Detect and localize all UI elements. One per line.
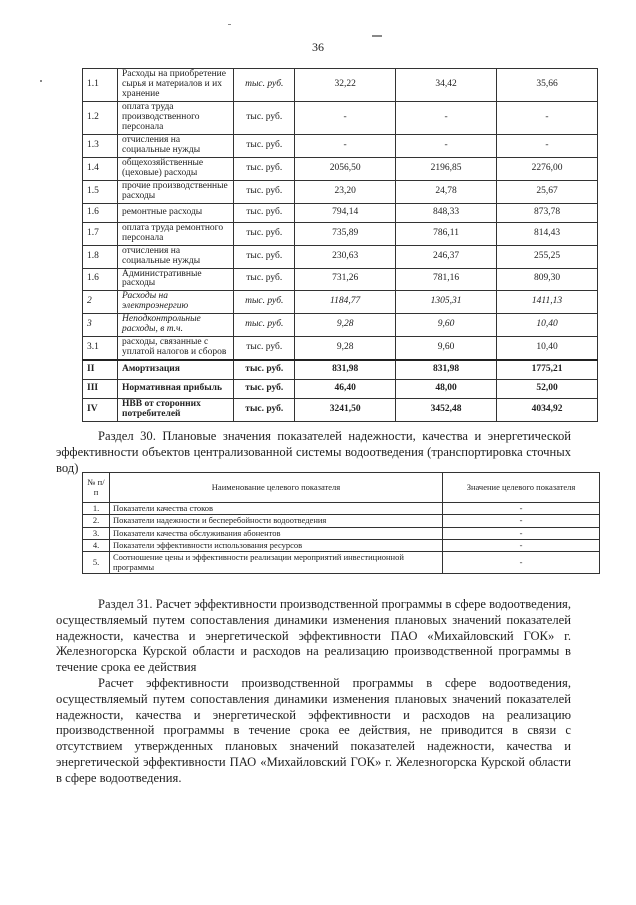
cost-cell-v1: 731,26: [295, 268, 396, 291]
indicator-cell-num: 1.: [83, 503, 110, 515]
indicator-cell-value: -: [443, 540, 600, 552]
cost-row: [83, 380, 598, 399]
cost-cell-v3: 10,40: [497, 314, 598, 337]
cost-cell-v3: 1775,21: [497, 360, 598, 380]
cost-cell-v1: -: [295, 101, 396, 134]
cost-cell-num: 1.1: [83, 69, 118, 102]
indicator-row: [83, 515, 600, 527]
cost-cell-v1: 230,63: [295, 245, 396, 268]
cost-cell-v2: 9,60: [396, 314, 497, 337]
cost-cell-num: III: [83, 380, 118, 399]
cost-cell-unit: тыс. руб.: [234, 380, 295, 399]
cost-cell-name: Неподконтрольные расходы, в т.ч.: [118, 314, 234, 337]
cost-cell-v2: 48,00: [396, 380, 497, 399]
cost-cell-num: 1.3: [83, 134, 118, 157]
cost-cell-v3: 255,25: [497, 245, 598, 268]
cost-cell-v1: 46,40: [295, 380, 396, 399]
cost-cell-v1: 735,89: [295, 222, 396, 245]
indicator-cell-name: Соотношение цены и эффективности реализации мероприятий инвестиционной программы: [110, 552, 443, 574]
cost-row: [83, 314, 598, 337]
cost-cell-unit: тыс. руб.: [234, 399, 295, 422]
cost-row: [83, 222, 598, 245]
cost-cell-v1: 794,14: [295, 203, 396, 222]
cost-cell-v2: -: [396, 134, 497, 157]
cost-cell-v2: 24,78: [396, 180, 497, 203]
cost-table: [82, 68, 598, 422]
cost-cell-name: расходы, связанные с уплатой налогов и сборов: [118, 337, 234, 360]
indicator-row: [83, 527, 600, 539]
section-31: [56, 597, 571, 787]
cost-cell-unit: тыс. руб.: [234, 157, 295, 180]
cost-cell-num: 2: [83, 291, 118, 314]
indicator-cell-name: Показатели качества стоков: [110, 503, 443, 515]
cost-cell-name: прочие производственные расходы: [118, 180, 234, 203]
cost-row: [83, 268, 598, 291]
cost-cell-name: Административные расходы: [118, 268, 234, 291]
cost-cell-v2: 781,16: [396, 268, 497, 291]
cost-cell-unit: тыс. руб.: [234, 180, 295, 203]
cost-cell-name: НВВ от сторонних потребителей: [118, 399, 234, 422]
section-30-heading: [56, 429, 571, 476]
cost-cell-num: 1.8: [83, 245, 118, 268]
cost-cell-v3: 10,40: [497, 337, 598, 360]
cost-cell-num: II: [83, 360, 118, 380]
cost-cell-unit: тыс. руб.: [234, 134, 295, 157]
cost-cell-name: оплата труда ремонтного персонала: [118, 222, 234, 245]
cost-cell-v1: 23,20: [295, 180, 396, 203]
cost-row: [83, 157, 598, 180]
cost-cell-v3: 2276,00: [497, 157, 598, 180]
cost-cell-v2: 3452,48: [396, 399, 497, 422]
cost-cell-unit: тыс. руб.: [234, 203, 295, 222]
indicator-cell-value: -: [443, 503, 600, 515]
cost-cell-v2: -: [396, 101, 497, 134]
indicator-row: [83, 540, 600, 552]
cost-cell-v2: 786,11: [396, 222, 497, 245]
cost-cell-v1: 9,28: [295, 314, 396, 337]
cost-cell-v3: 814,43: [497, 222, 598, 245]
cost-row: [83, 360, 598, 380]
cost-cell-name: Расходы на приобретение сырья и материалов и их хранение: [118, 69, 234, 102]
cost-cell-num: 1.7: [83, 222, 118, 245]
cost-cell-v2: 9,60: [396, 337, 497, 360]
scan-speck: [228, 24, 231, 25]
cost-cell-unit: тыс. руб.: [234, 268, 295, 291]
cost-cell-v1: 3241,50: [295, 399, 396, 422]
cost-cell-name: Расходы на электроэнергию: [118, 291, 234, 314]
cost-cell-name: отчисления на социальные нужды: [118, 245, 234, 268]
cost-cell-unit: тыс. руб.: [234, 101, 295, 134]
indicator-header-num: № п/п: [83, 473, 110, 503]
cost-cell-name: общехозяйственные (цеховые) расходы: [118, 157, 234, 180]
cost-row: [83, 101, 598, 134]
cost-row: [83, 69, 598, 102]
cost-cell-v1: 831,98: [295, 360, 396, 380]
indicator-table: [82, 472, 600, 574]
cost-cell-v3: 809,30: [497, 268, 598, 291]
cost-cell-num: 3: [83, 314, 118, 337]
indicator-row: [83, 503, 600, 515]
cost-cell-v3: 1411,13: [497, 291, 598, 314]
scan-speck: [372, 35, 382, 37]
indicator-header-value: Значение целевого показателя: [443, 473, 600, 503]
section-31-heading: Раздел 31. Расчет эффективности производственной программы в сфере водоотведения, осуществляемый путем сопоставления динамики изменения плановых значений показателей надежности, качества и энергетической эффективности ПАО «Михайловский ГОК» г. Железногорска Курской области и расходов на реализацию производственной программы в течение срока ее действия: [56, 597, 571, 675]
cost-cell-v3: 4034,92: [497, 399, 598, 422]
cost-row: [83, 337, 598, 360]
scan-speck: [40, 80, 42, 82]
section-30-text: Раздел 30. Плановые значения показателей надежности, качества и энергетической эффективности объектов централизованной системы водоотведения (транспортировка сточных вод): [56, 429, 571, 475]
cost-cell-v2: 34,42: [396, 69, 497, 102]
cost-cell-unit: тыс. руб.: [234, 291, 295, 314]
cost-cell-v3: -: [497, 101, 598, 134]
cost-row: [83, 291, 598, 314]
cost-cell-unit: тыс. руб.: [234, 245, 295, 268]
indicator-cell-name: Показатели качества обслуживания абонентов: [110, 527, 443, 539]
indicator-header-name: Наименование целевого показателя: [110, 473, 443, 503]
cost-cell-v2: 246,37: [396, 245, 497, 268]
cost-cell-num: 3.1: [83, 337, 118, 360]
indicator-cell-value: -: [443, 527, 600, 539]
cost-cell-unit: тыс. руб.: [234, 222, 295, 245]
cost-cell-v1: 9,28: [295, 337, 396, 360]
cost-cell-v1: 1184,77: [295, 291, 396, 314]
cost-cell-v3: 35,66: [497, 69, 598, 102]
cost-cell-unit: тыс. руб.: [234, 314, 295, 337]
indicator-cell-num: 4.: [83, 540, 110, 552]
cost-cell-name: Амортизация: [118, 360, 234, 380]
indicator-cell-name: Показатели эффективности использования ресурсов: [110, 540, 443, 552]
indicator-cell-num: 3.: [83, 527, 110, 539]
indicator-cell-num: 5.: [83, 552, 110, 574]
indicator-cell-value: -: [443, 515, 600, 527]
cost-cell-v1: -: [295, 134, 396, 157]
cost-row: [83, 399, 598, 422]
cost-cell-unit: тыс. руб.: [234, 69, 295, 102]
indicator-cell-value: -: [443, 552, 600, 574]
cost-row: [83, 134, 598, 157]
cost-cell-num: 1.6: [83, 203, 118, 222]
indicator-cell-name: Показатели надежности и бесперебойности водоотведения: [110, 515, 443, 527]
cost-cell-v2: 848,33: [396, 203, 497, 222]
cost-cell-name: оплата труда производственного персонала: [118, 101, 234, 134]
cost-cell-num: IV: [83, 399, 118, 422]
cost-cell-name: ремонтные расходы: [118, 203, 234, 222]
cost-cell-v3: 25,67: [497, 180, 598, 203]
cost-cell-v2: 1305,31: [396, 291, 497, 314]
cost-cell-unit: тыс. руб.: [234, 337, 295, 360]
cost-cell-v2: 831,98: [396, 360, 497, 380]
indicator-cell-num: 2.: [83, 515, 110, 527]
cost-cell-v2: 2196,85: [396, 157, 497, 180]
cost-cell-v3: -: [497, 134, 598, 157]
cost-cell-v1: 32,22: [295, 69, 396, 102]
cost-cell-v3: 52,00: [497, 380, 598, 399]
cost-cell-name: отчисления на социальные нужды: [118, 134, 234, 157]
cost-cell-num: 1.6: [83, 268, 118, 291]
section-31-body: Расчет эффективности производственной программы в сфере водоотведения, осуществляемый путем сопоставления динамики изменения плановых значений показателей надежности, качества и энергетической эффективности и расходов на реализацию производственной программы в течение срока ее действия, не приводится в связи с отсутствием утвержденных плановых значений показателей надежности, качества и энергетической эффективности ПАО «Михайловский ГОК» г. Железногорска Курской области в сфере водоотведения.: [56, 675, 571, 785]
cost-cell-name: Нормативная прибыль: [118, 380, 234, 399]
cost-cell-num: 1.4: [83, 157, 118, 180]
indicator-row: [83, 552, 600, 574]
page-number: 36: [312, 40, 324, 54]
cost-cell-v3: 873,78: [497, 203, 598, 222]
cost-row: [83, 180, 598, 203]
cost-cell-v1: 2056,50: [295, 157, 396, 180]
cost-row: [83, 203, 598, 222]
cost-row: [83, 245, 598, 268]
cost-cell-num: 1.5: [83, 180, 118, 203]
cost-cell-num: 1.2: [83, 101, 118, 134]
cost-cell-unit: тыс. руб.: [234, 360, 295, 380]
